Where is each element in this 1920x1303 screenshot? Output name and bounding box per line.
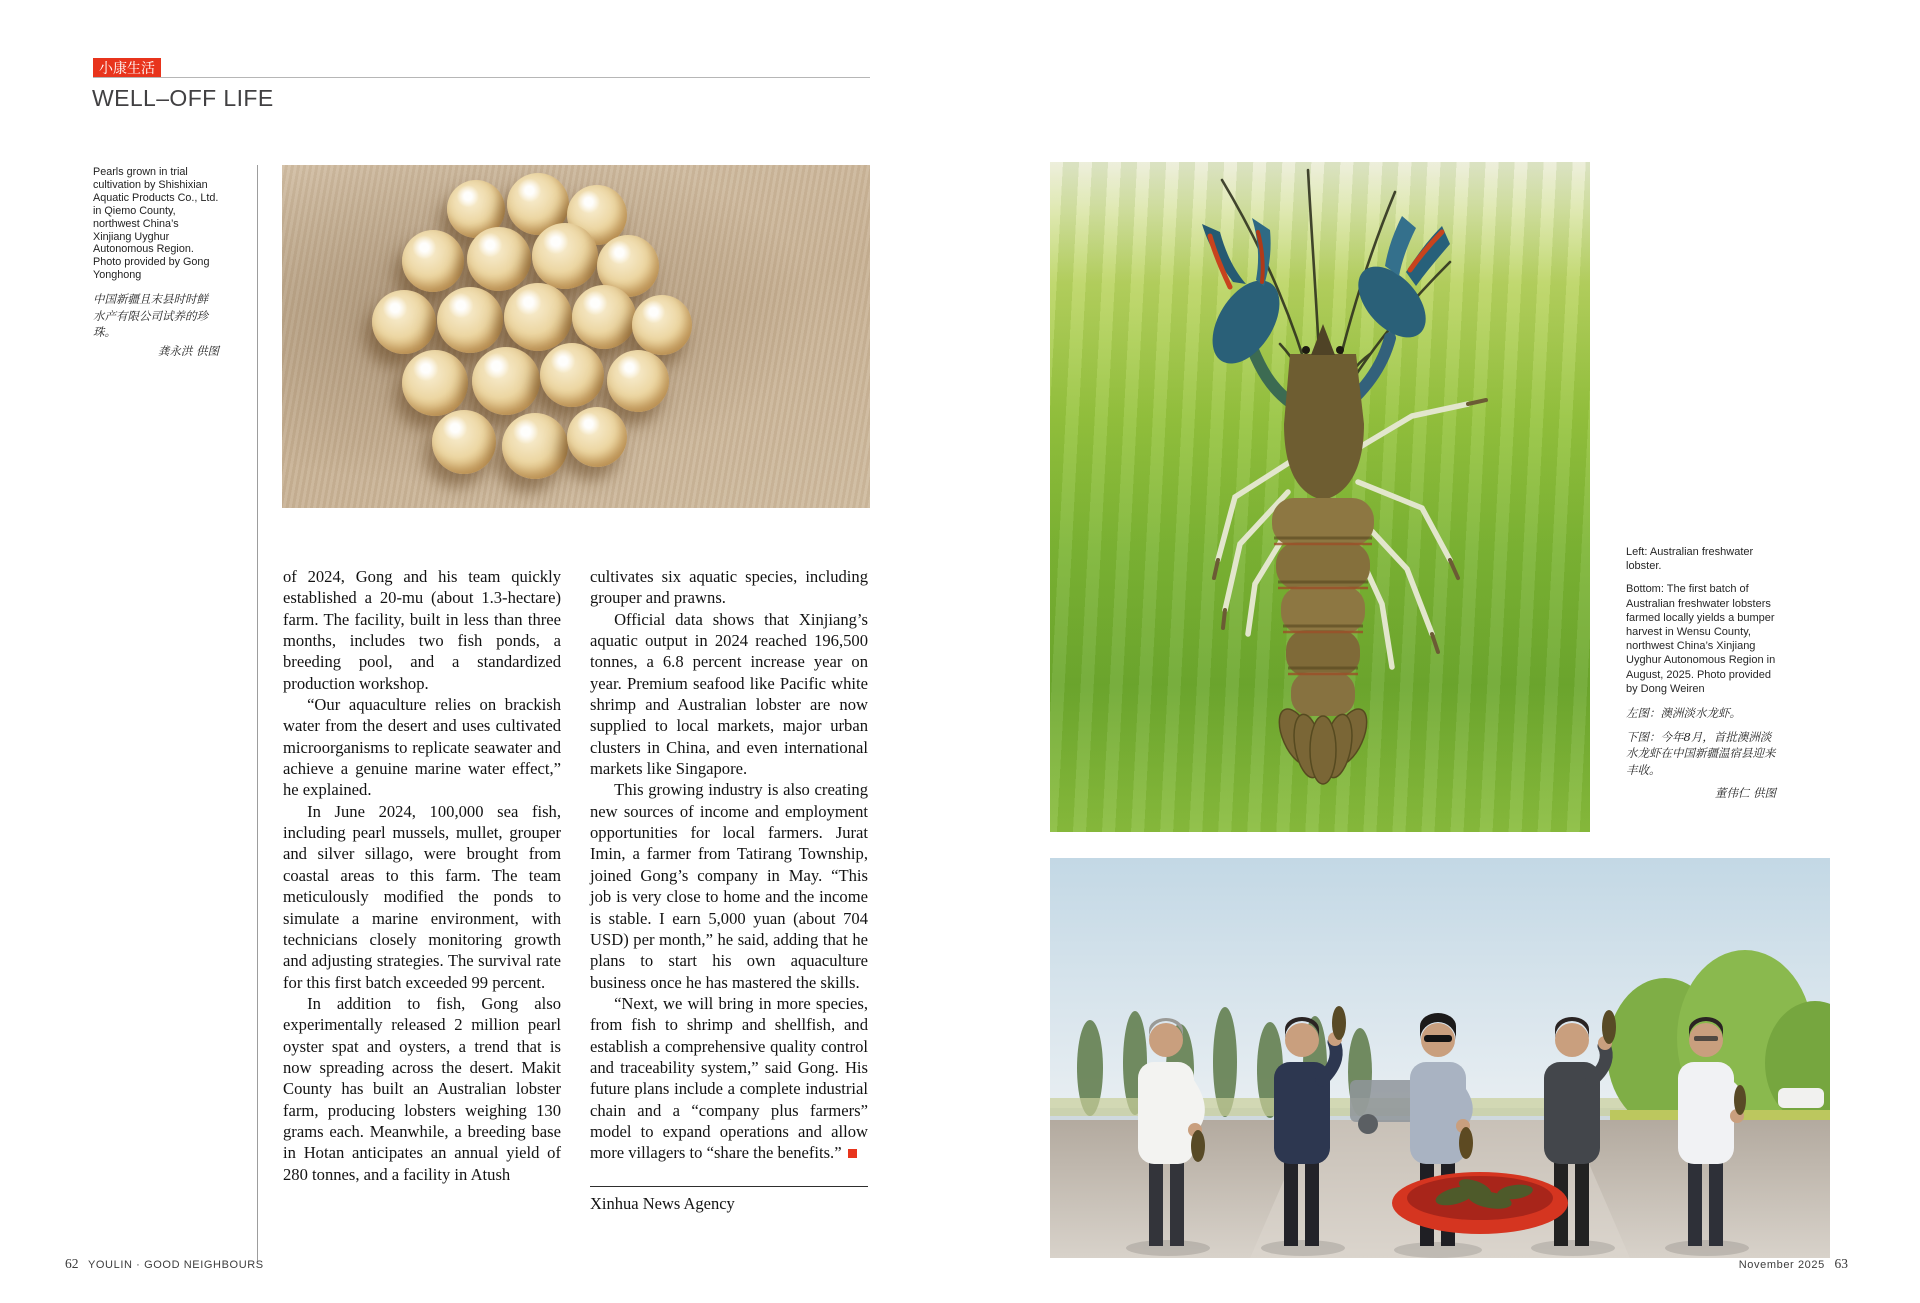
pearl (402, 230, 464, 292)
paragraph: cultivates six aquatic species, including grouper and prawns. (590, 567, 868, 608)
pearl (402, 350, 468, 416)
pearl (467, 227, 531, 291)
pearl (567, 407, 627, 467)
byline-block (590, 1186, 868, 1214)
pearl (532, 223, 598, 289)
paragraph: In addition to fish, Gong also experimentally released 2 million pearl oyster spat and oysters, a trend that is now spreading across the desert. Makit County has built an Australian lobster farm, producing lobsters weighing 130 grams each. Meanwhile, a breeding base in Hotan anticipates an annual yield of 280 tonnes, and a facility in Atush (283, 993, 561, 1184)
pearl (607, 350, 669, 412)
paragraph: Official data shows that Xinjiang’s aquatic output in 2024 reached 196,500 tonnes, a 6.8 percent increase year on year. Premium seafood like Pacific white shrimp and Australian lobster are now supplied to local markets, major urban clusters in China, and even international markets like Singapore. (590, 609, 868, 779)
section-title: WELL–OFF LIFE (92, 85, 274, 111)
article-column-2 (590, 566, 868, 1164)
pearl (504, 283, 572, 351)
page-number-right: 63 (1834, 1256, 1848, 1271)
magazine-name: YOULIN · GOOD NEIGHBOURS (87, 1259, 264, 1271)
pearl (472, 347, 540, 415)
column-divider-rule (257, 165, 258, 1261)
lobster-photo-caption (1626, 545, 1776, 801)
harvest-group-photo (1050, 858, 1830, 1258)
footer-right (1739, 1256, 1848, 1272)
footer-left (65, 1256, 264, 1272)
lobster-illustration (1050, 162, 1590, 832)
pearl (572, 285, 636, 349)
issue-date: November 2025 (1738, 1259, 1825, 1271)
pearls-photo (282, 165, 870, 508)
caption-bottom-english: Bottom: The first batch of Australian freshwater lobsters farmed locally yields a bumper harvest in Wensu County, northwest China’s Xinjiang Uyghur Autonomous Region in August, 2025. Photo provided by Dong Weiren (1626, 583, 1776, 695)
header-rule (93, 77, 870, 78)
article-column-1 (283, 566, 561, 1185)
paragraph-text: “Next, we will bring in more species, from fish to shrimp and shellfish, and establish a comprehensive quality control and traceability system,” said Gong. His future plans include a complete industrial chain and a “company plus farmers” model to expand operations and allow more villagers to “share the benefits.” (590, 993, 868, 1163)
caption-left-english: Left: Australian freshwater lobster. (1626, 546, 1754, 573)
byline-text: Xinhua News Agency (590, 1194, 735, 1213)
article-end-mark-icon (848, 1149, 857, 1158)
paragraph: of 2024, Gong and his team quickly established a 20-mu (about 1.3-hectare) farm. The facility, built in less than three months, includes two fish ponds, a breeding pool, and a standardized production workshop. (283, 567, 561, 693)
pearl (632, 295, 692, 355)
caption-bottom-chinese: 下图：今年8月，首批澳洲淡水龙虾在中国新疆温宿县迎来丰收。 (1626, 729, 1776, 777)
harvest-illustration (1050, 858, 1830, 1258)
page-number-left: 62 (65, 1256, 79, 1271)
caption-credit-chinese: 董伟仁 供图 (1714, 786, 1776, 801)
pearl-caption-english: Pearls grown in trial cultivation by Shishixian Aquatic Products Co., Ltd. in Qiemo County, northwest China’s Xinjiang Uyghur Autonomous Region. Photo provided by Gong Yonghong (93, 166, 219, 282)
pearl-caption-credit: 龚永洪 供图 (157, 343, 219, 358)
paragraph: This growing industry is also creating new sources of income and employment opportunities for local farmers. Jurat Imin, a farmer from Tatirang Township, joined Gong’s company in May. “This job is very close to home and the income is stable. I earn 5,000 yuan (about 704 USD) per month,” he said, adding that he plans to start his own aquaculture business once he has mastered the skills. (590, 780, 868, 992)
pearl (502, 413, 568, 479)
byline-rule (590, 1186, 868, 1187)
caption-left-chinese: 左图：澳洲淡水龙虾。 (1626, 706, 1741, 721)
paragraph (590, 993, 868, 1164)
pearl-photo-caption (93, 166, 219, 359)
lobster-photo (1050, 162, 1590, 832)
pearl (372, 290, 436, 354)
paragraph: In June 2024, 100,000 sea fish, including pearl mussels, mullet, grouper and silver sillago, were brought from coastal areas to this farm. The team meticulously modified the ponds to simulate a marine environment, with technicians closely monitoring growth and adjusting strategies. The survival rate for this first batch exceeded 99 percent. (283, 801, 561, 992)
pearl (540, 343, 604, 407)
pearl-caption-chinese: 中国新疆且末县时时鲜水产有限公司试养的珍珠。 (93, 292, 208, 340)
pearl (432, 410, 496, 474)
paragraph: “Our aquaculture relies on brackish water from the desert and uses cultivated microorganisms to replicate seawater and achieve a genuine marine water effect,” he explained. (283, 695, 561, 800)
section-badge: 小康生活 (93, 58, 161, 78)
pearl (437, 287, 503, 353)
